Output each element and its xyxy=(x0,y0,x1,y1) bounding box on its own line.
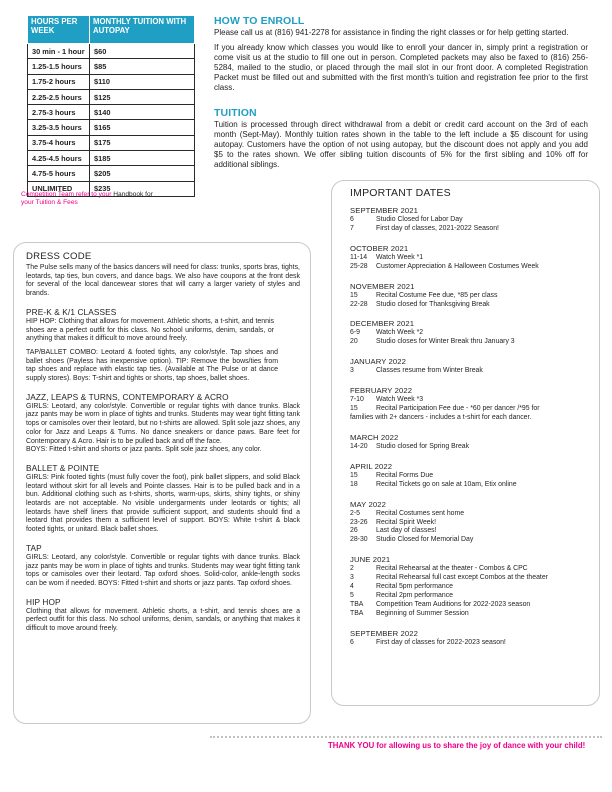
table-row xyxy=(28,44,195,59)
important-dates-box xyxy=(331,180,600,706)
event-date: 3 xyxy=(350,574,354,582)
month-heading: JANUARY 2022 xyxy=(350,357,407,367)
date-event xyxy=(350,396,589,405)
thank-you-message: THANK YOU for allowing us to share the joy of dance with your child! xyxy=(328,741,586,750)
hours-cell: 30 min - 1 hour xyxy=(28,44,90,59)
event-description: Classes resume from Winter Break xyxy=(376,367,483,375)
prek-hiphop-text: HIP HOP: Clothing that allows for movement. Athletic shorts, a t-shirt, and tennis shoes are a perfect outfit for this class. No school uniforms, denim, sandals, or anything that makes it difficult to move around freely. xyxy=(26,317,274,343)
month-heading: SEPTEMBER 2021 xyxy=(350,206,419,215)
event-description: Watch Week *3 xyxy=(376,396,424,404)
event-date: 4 xyxy=(350,583,354,591)
event-date: TBA xyxy=(350,609,364,617)
tuition-cell: $185 xyxy=(90,151,195,166)
month-heading: NOVEMBER 2021 xyxy=(350,281,415,291)
hours-cell: 1.75-2 hours xyxy=(28,74,90,89)
date-event xyxy=(350,338,589,347)
jazz-boys-text: BOYS: Fitted t-shirt and shorts or jazz pants. Split sole jazz shoes, any color. xyxy=(26,446,262,454)
event-date: 15 xyxy=(350,405,358,413)
table-row xyxy=(28,151,195,166)
event-description: Competition Team Auditions for 2022-2023 season xyxy=(376,600,531,608)
important-dates-title: IMPORTANT DATES xyxy=(350,187,451,199)
date-event xyxy=(350,301,589,310)
month-heading: MARCH 2022 xyxy=(350,432,399,442)
hours-cell: 3.75-4 hours xyxy=(28,135,90,150)
hours-cell: 2.75-3 hours xyxy=(28,105,90,120)
date-event xyxy=(350,225,589,234)
event-description: Studio Closed for Labor Day xyxy=(376,216,463,223)
event-description: Recital Forms Due xyxy=(376,471,434,479)
event-description: Watch Week *2 xyxy=(376,329,424,337)
prek-heading: PRE-K & K/1 CLASSES xyxy=(26,306,117,317)
dates-list xyxy=(350,206,589,648)
hiphop-text: Clothing that allows for movement. Athletic shorts, a t-shirt, and tennis shoes are a perfect outfit for this class. No school uniforms, denim, sandals, or anything that makes it difficult to move around freely. xyxy=(26,607,300,633)
event-date: 2 xyxy=(350,565,354,573)
table-row xyxy=(28,120,195,135)
event-date: TBA xyxy=(350,600,364,608)
table-row xyxy=(28,59,195,74)
jazz-heading: JAZZ, LEAPS & TURNS, CONTEMPORARY & ACRO xyxy=(26,391,229,402)
table-row xyxy=(28,74,195,89)
event-description: First day of classes for 2022-2023 season! xyxy=(376,638,506,646)
event-date: 26 xyxy=(350,527,358,535)
event-date: 25-28 xyxy=(350,262,368,270)
event-description: Recital Participation Fee due - *60 per dancer /*95 for xyxy=(376,405,540,413)
event-date: 15 xyxy=(350,471,358,479)
date-event xyxy=(350,519,589,528)
month-heading: SEPTEMBER 2022 xyxy=(350,628,419,638)
date-event xyxy=(350,443,589,452)
event-note: families with 2+ dancers - includes a t-shirt for each dancer. xyxy=(350,413,532,421)
col-hours-header: HOURS PER WEEK xyxy=(28,16,90,44)
tap-text: GIRLS: Leotard, any color/style. Convertible or regular tights with dance trunks. Black jazz pants may be worn in place of tights and trunks. Students may wear tight fitting tank tops or camisoles over their leotard. Tap oxford shoes. Solid-color, ankle-length socks can be worn if needed. BOYS: Fitted t-shirt and shorts or jazz pants. Tap oxford shoes. xyxy=(26,553,300,587)
enroll-text xyxy=(214,28,588,97)
event-date: 7-10 xyxy=(350,396,364,404)
event-date: 6 xyxy=(350,216,354,223)
tuition-cell: $60 xyxy=(90,44,195,59)
table-row xyxy=(28,135,195,150)
table-header-row xyxy=(28,16,195,44)
dress-code-title: DRESS CODE xyxy=(26,251,92,262)
month-heading: JUNE 2021 xyxy=(350,555,391,565)
event-description: Last day of classes! xyxy=(376,527,437,535)
hours-cell: 4.75-5 hours xyxy=(28,166,90,181)
date-event xyxy=(350,527,589,536)
date-event xyxy=(350,536,589,545)
event-date: 11-14 xyxy=(350,253,368,261)
event-description: Studio Closed for Memorial Day xyxy=(376,536,474,544)
date-event xyxy=(350,592,589,601)
month-block xyxy=(350,555,589,618)
date-event xyxy=(350,574,589,583)
team-note-pink-2: your Tuition & Fees xyxy=(21,199,78,206)
date-event xyxy=(350,472,589,481)
event-description: Recital 2pm performance xyxy=(376,591,453,599)
event-description: First day of classes, 2021-2022 Season! xyxy=(376,224,499,232)
tuition-cell: $175 xyxy=(90,135,195,150)
date-event xyxy=(350,610,589,619)
table-row xyxy=(28,166,195,181)
event-date: 6-9 xyxy=(350,329,360,337)
date-event xyxy=(350,510,589,519)
date-event xyxy=(350,367,589,376)
team-note-pink: Competition Team refer to your xyxy=(21,191,112,198)
tuition-cell: $165 xyxy=(90,120,195,135)
event-date: 23-26 xyxy=(350,518,368,526)
team-note-plain: Handbook for xyxy=(113,191,153,198)
event-date: 7 xyxy=(350,224,354,232)
event-description: Customer Appreciation & Halloween Costumes Week xyxy=(376,262,539,270)
prek-tapballet-text: TAP/BALLET COMBO: Leotard & footed tights, any color/style. Tap shoes and ballet shoes (Payless has inexpensive option). TIP: Remove the bows/ties from tap shoes and replace with elastic tap ties. (Available at The Pulse or at dance supply stores). Boys: T-shirt and tights or shorts, tap shoes, ballet shoes. xyxy=(26,348,278,383)
event-description: Beginning of Summer Session xyxy=(376,609,469,617)
tuition-table-body xyxy=(28,44,195,197)
table-row xyxy=(28,105,195,120)
tuition-table xyxy=(27,15,195,197)
date-event xyxy=(350,405,589,414)
date-event xyxy=(350,601,589,610)
ballet-heading: BALLET & POINTE xyxy=(26,462,100,473)
competition-team-note xyxy=(21,191,201,207)
event-date: 14-20 xyxy=(350,442,368,450)
hours-cell: 3.25-3.5 hours xyxy=(28,120,90,135)
tuition-cell: $205 xyxy=(90,166,195,181)
table-row xyxy=(28,89,195,104)
ballet-text: GIRLS: Pink footed tights (must fully cover the foot), pink ballet slippers, and solid Black leotard without skirt for all levels and Pointe classes. Hair is to be pulled back and in a bun. Additional clothing such as t-shirts, shorts, warm-ups, skirts, shiny tights, or shiny leotards are not acceptable. No visible undergarments under leotards or tights; all leotards have shelf liners that provide sufficient support, and students should find a leotard that provides them a sufficient level of support. BOYS: White t-shirt & black footed tights, or unitard. Black ballet shoes. xyxy=(26,473,300,534)
dress-intro: The Pulse sells many of the basics dancers will need for class: trunks, sports bras, tights, leotards, tap ties, bun covers, and dance bags. We also have coupons at the front desk for several of the local dancewear stores that will carry a larger variety of styles and brands. xyxy=(26,264,300,298)
event-date: 18 xyxy=(350,480,358,488)
tuition-cell: $235 xyxy=(90,181,195,196)
jazz-girls-text: GIRLS: Leotard, any color/style. Convertible or regular tights with dance trunks. Black jazz pants may be worn in place of tights and trunks. Students may wear tight fitting tank tops or camisoles over their leotard, but no t-shirts are allowed. Split sole jazz shoes, any color for Jazz and Leaps & Turns. No dance sneakers or dance paws. Bare feet for Contemporary & Acro. Hair is to be pulled back and off the face. xyxy=(26,402,300,445)
event-date: 5 xyxy=(350,591,354,599)
event-description: Recital Rehearsal full cast except Combos at the theater xyxy=(376,574,548,582)
event-description: Studio closed for Thanksgiving Break xyxy=(376,300,490,308)
event-description: Recital 5pm performance xyxy=(376,583,453,591)
enroll-paragraph-2: If you already know which classes you would like to enroll your dancer in, simply print a registration or come visit us at the studio to fill one out in person. Completed packets may also be faxed to (816) 256-5284, mailed to the studio, or placed through the mail slot in our front door. A completed Registration Packet must be filled out and submitted with the first month's tuition and registration fee prior to the first class. xyxy=(214,42,588,92)
date-event xyxy=(350,583,589,592)
col-tuition-header: MONTHLY TUITION WITH AUTOPAY xyxy=(90,16,195,44)
month-block xyxy=(350,244,589,272)
date-event xyxy=(350,639,589,648)
event-description: Studio closed for Spring Break xyxy=(376,442,470,450)
month-heading: OCTOBER 2021 xyxy=(350,243,409,253)
hours-cell: 4.25-4.5 hours xyxy=(28,151,90,166)
event-date: 3 xyxy=(350,367,354,375)
enroll-heading: HOW TO ENROLL xyxy=(214,15,305,27)
event-description: Recital Rehearsal at the theater - Combos & CPC xyxy=(376,565,528,573)
tuition-cell: $110 xyxy=(90,74,195,89)
event-date: 6 xyxy=(350,638,354,646)
dress-code-box xyxy=(13,242,311,724)
event-date: 20 xyxy=(350,338,358,346)
date-event xyxy=(350,216,589,225)
tuition-paragraph: Tuition is processed through direct withdrawal from a debit or credit card account on the 3rd of each month (Sept-May). Monthly tuition rates shown in the table to the left include a $5 discount for using autopay. Customers have the option of not using autopay, but the discount does not apply and you add $5 to the rates shown. We offer sibling tuition discounts of 5% for the first sibling and 10% off for additional siblings. xyxy=(214,120,588,169)
enroll-paragraph-1: Please call us at (816) 941-2278 for assistance in finding the right classes or for help getting started. xyxy=(214,28,569,37)
month-block xyxy=(350,386,589,423)
hours-cell: 2.25-2.5 hours xyxy=(28,89,90,104)
month-block xyxy=(350,206,589,234)
hiphop-heading: HIP HOP xyxy=(26,596,61,607)
tuition-text xyxy=(214,120,588,175)
hours-cell: UNLIMITED xyxy=(28,181,90,196)
event-date: 22-28 xyxy=(350,300,368,308)
date-event xyxy=(350,329,589,338)
month-block xyxy=(350,357,589,376)
month-heading: MAY 2022 xyxy=(350,499,386,509)
event-description: Recital Spirit Week! xyxy=(376,518,436,526)
date-event xyxy=(350,481,589,490)
event-date: 2-5 xyxy=(350,509,360,517)
month-block xyxy=(350,500,589,546)
month-block xyxy=(350,319,589,347)
month-heading: APRIL 2022 xyxy=(350,461,393,471)
event-description: Recital Costume Fee due, *85 per class xyxy=(376,291,498,299)
footer-dotted-divider xyxy=(210,736,602,738)
tuition-cell: $85 xyxy=(90,59,195,74)
hours-cell: 1.25-1.5 hours xyxy=(28,59,90,74)
date-event xyxy=(350,292,589,301)
tuition-heading: TUITION xyxy=(214,107,257,119)
event-date: 28-30 xyxy=(350,536,368,544)
event-description: Recital Tickets go on sale at 10am, Etix online xyxy=(376,480,517,488)
month-block xyxy=(350,629,589,648)
event-description: Studio closes for Winter Break thru January 3 xyxy=(376,338,515,346)
tuition-cell: $140 xyxy=(90,105,195,120)
month-heading: FEBRUARY 2022 xyxy=(350,386,413,396)
month-block xyxy=(350,462,589,490)
month-block xyxy=(350,433,589,452)
date-event xyxy=(350,254,589,263)
event-description: Recital Costumes sent home xyxy=(376,509,465,517)
event-date: 15 xyxy=(350,291,358,299)
month-heading: DECEMBER 2021 xyxy=(350,319,415,329)
event-description: Watch Week *1 xyxy=(376,253,424,261)
month-block xyxy=(350,282,589,310)
tap-heading: TAP xyxy=(26,542,42,553)
tuition-cell: $125 xyxy=(90,89,195,104)
date-event xyxy=(350,565,589,574)
date-event xyxy=(350,263,589,272)
